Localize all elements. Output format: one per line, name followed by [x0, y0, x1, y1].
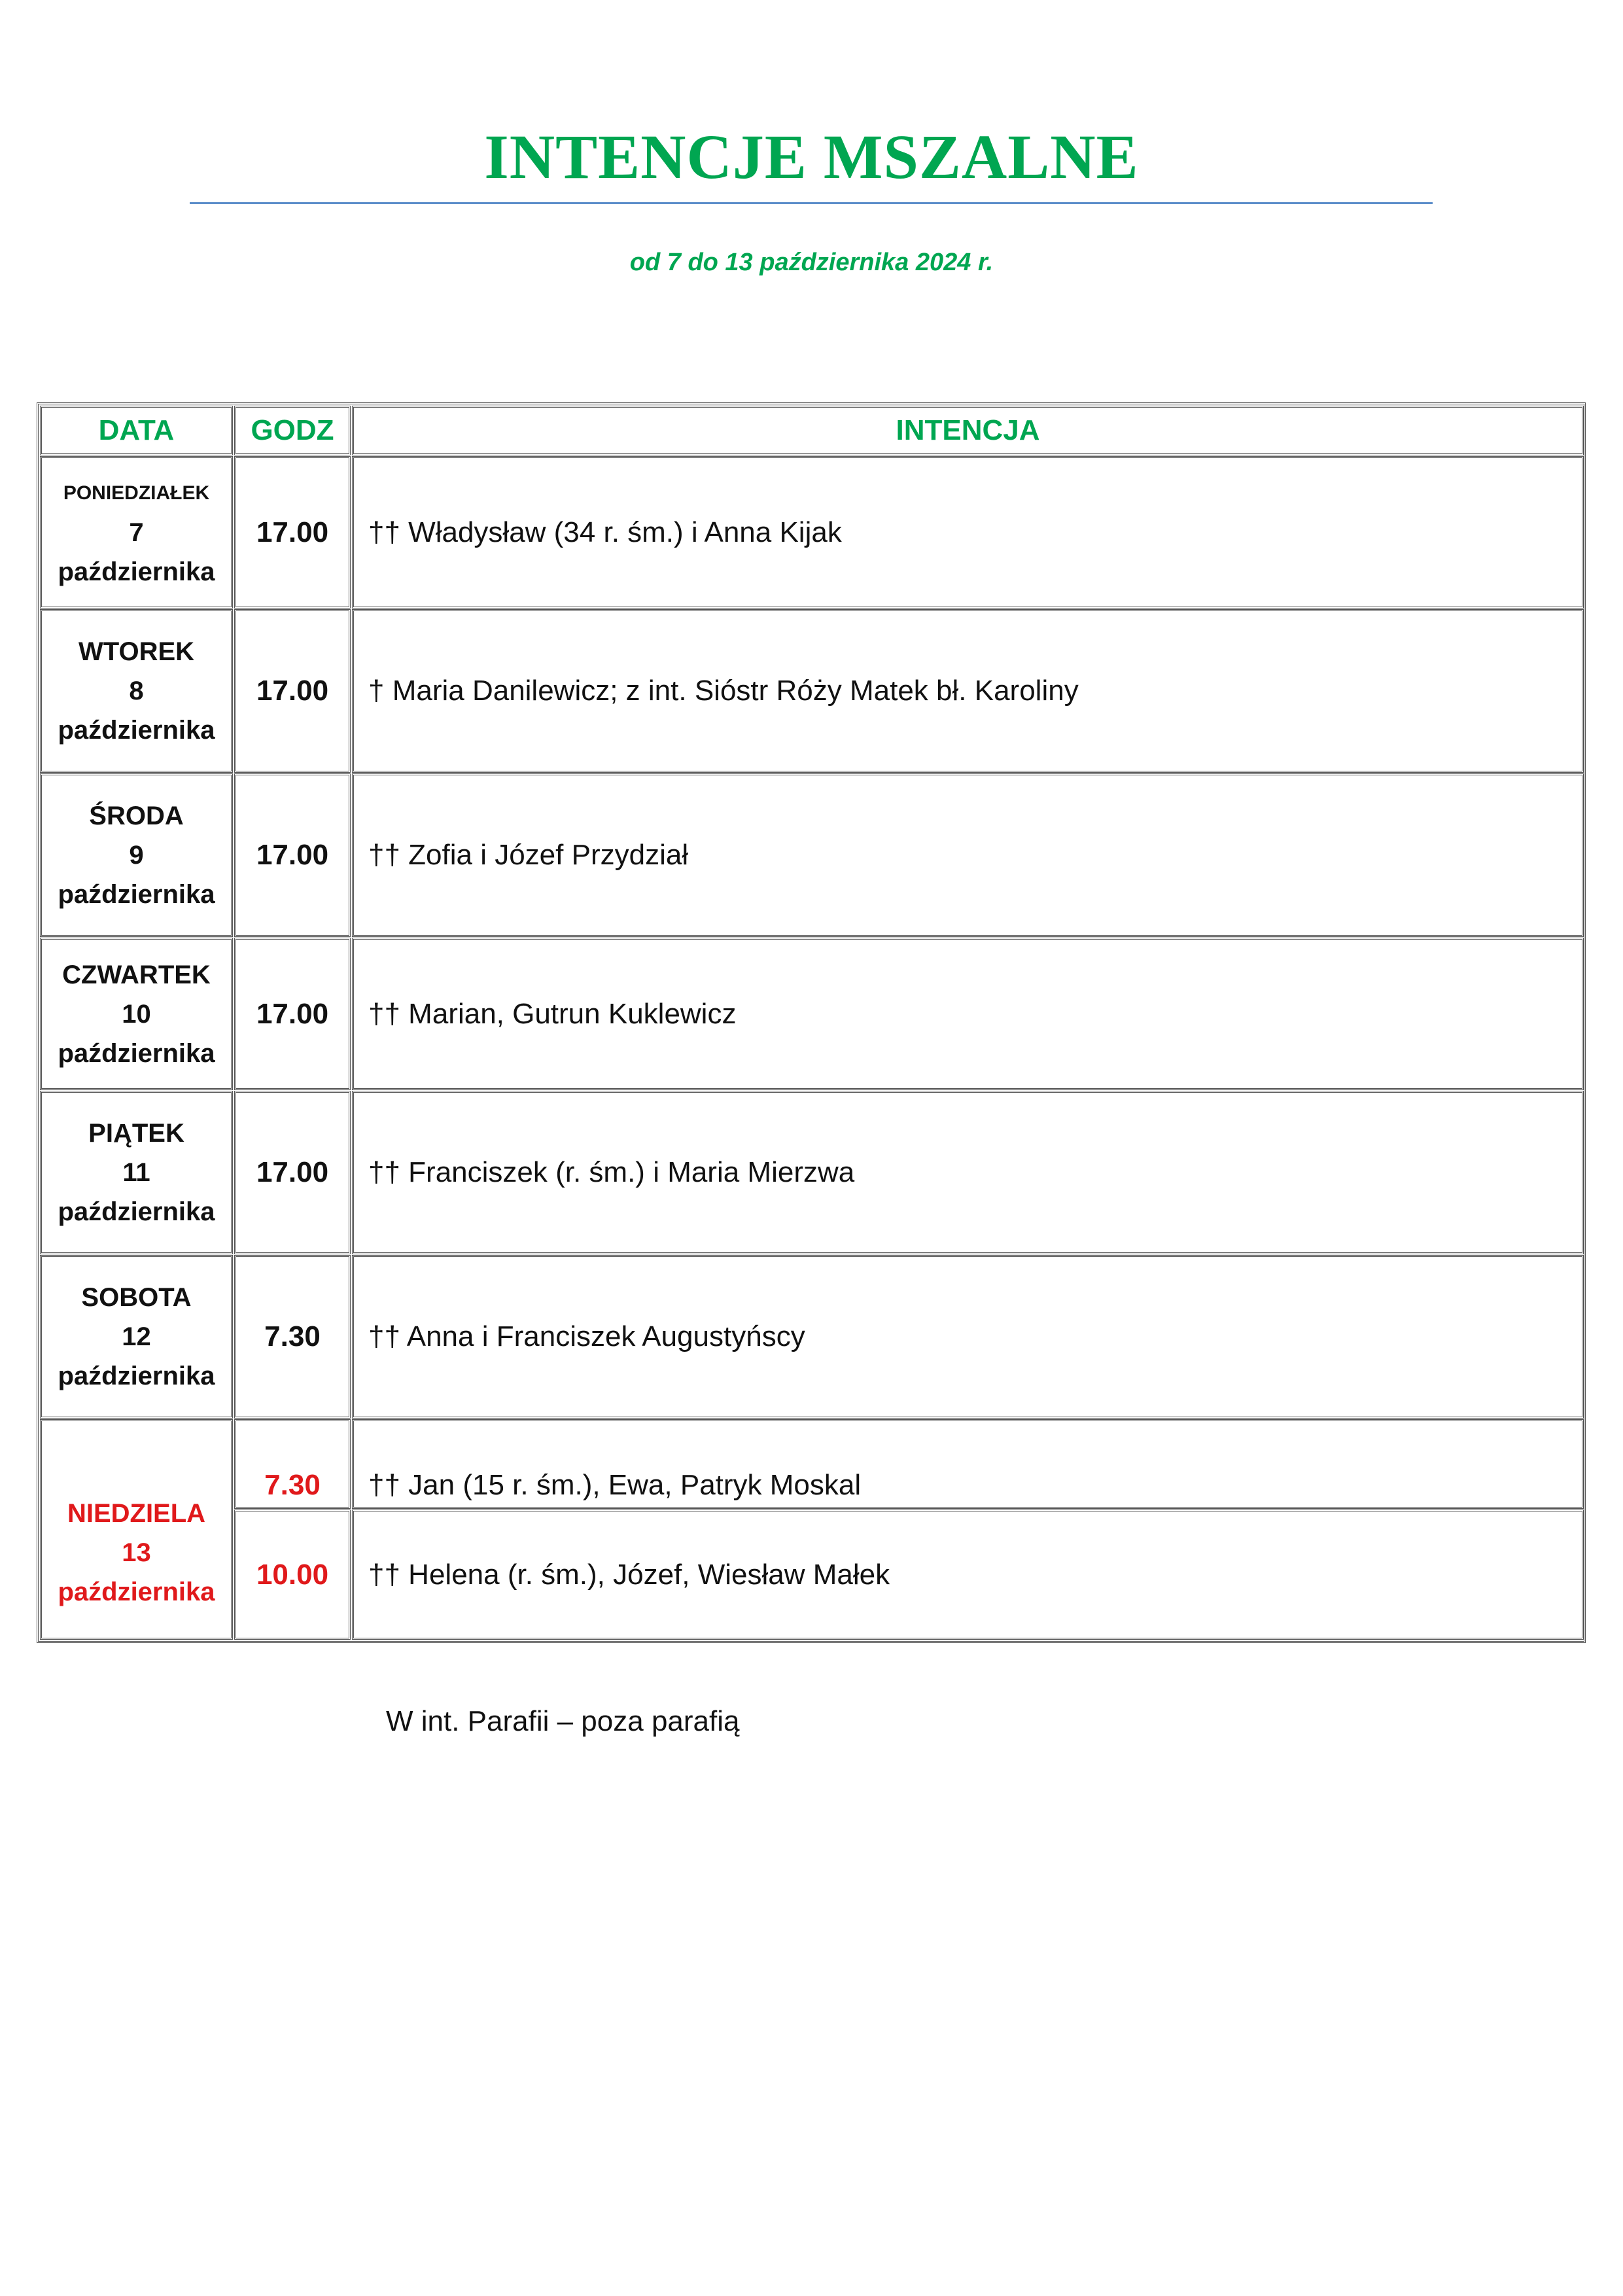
intention-cell-monday: [352, 456, 1584, 609]
title-divider: [190, 202, 1433, 204]
day-number: 11: [122, 1158, 150, 1187]
intention-text: † Maria Danilewicz; z int. Sióstr Róży Matek bł. Karoliny: [368, 675, 1079, 707]
day-name: ŚRODA: [89, 802, 184, 830]
date-cell-saturday: [40, 1255, 233, 1419]
header-intention: [352, 406, 1584, 455]
mass-time: 17.00: [256, 1156, 329, 1188]
month-name: października: [58, 1362, 215, 1390]
month-name: października: [58, 557, 215, 586]
month-name: października: [58, 1577, 215, 1606]
date-cell-friday: [40, 1091, 233, 1254]
page-title: INTENCJE MSZALNE: [484, 122, 1139, 192]
mass-time: 17.00: [256, 516, 329, 548]
day-name: PIĄTEK: [88, 1119, 184, 1148]
intention-cell-sunday-1: [352, 1419, 1584, 1509]
intention-text: †† Zofia i Józef Przydział: [368, 839, 689, 871]
day-number: 9: [129, 841, 144, 870]
time-cell-tuesday: [234, 609, 351, 773]
date-cell-wednesday: [40, 773, 233, 937]
intention-cell-tuesday: [352, 609, 1584, 773]
intention-cell-sunday-2: [352, 1510, 1584, 1640]
intention-cell-friday: [352, 1091, 1584, 1254]
day-number: 10: [122, 999, 151, 1029]
header-date-label: DATA: [98, 414, 175, 446]
mass-time: 17.00: [256, 675, 329, 707]
day-name: NIEDZIELA: [67, 1498, 206, 1528]
date-cell-thursday: [40, 938, 233, 1090]
intention-cell-wednesday: [352, 773, 1584, 937]
footnote: W int. Parafii – poza parafią: [386, 1705, 740, 1737]
time-cell-monday: [234, 456, 351, 609]
month-name: października: [58, 716, 215, 745]
day-number: 12: [122, 1322, 151, 1351]
day-name: SOBOTA: [81, 1283, 192, 1312]
intention-text: †† Marian, Gutrun Kuklewicz: [368, 997, 737, 1030]
intention-text: †† Władysław (34 r. śm.) i Anna Kijak: [368, 516, 842, 548]
month-name: października: [58, 880, 215, 909]
day-name: CZWARTEK: [62, 960, 211, 989]
mass-time: 17.00: [256, 997, 329, 1030]
intention-text: †† Anna i Franciszek Augustyńscy: [368, 1320, 805, 1352]
mass-time: 7.30: [264, 1469, 321, 1501]
time-cell-sunday-2: [234, 1510, 351, 1640]
day-name: WTOREK: [78, 637, 195, 666]
mass-intentions-table: [37, 402, 1586, 1643]
header-time-label: GODZ: [251, 414, 334, 446]
date-cell-monday: [40, 456, 233, 609]
mass-time: 10.00: [256, 1558, 329, 1591]
day-number: 8: [129, 677, 144, 705]
header-intention-label: INTENCJA: [896, 414, 1040, 446]
month-name: października: [58, 1038, 215, 1068]
header-time: [234, 406, 351, 455]
day-number: 13: [122, 1538, 151, 1567]
date-range-subtitle: od 7 do 13 października 2024 r.: [629, 249, 994, 276]
intention-text: †† Franciszek (r. śm.) i Maria Mierzwa: [368, 1156, 855, 1188]
time-cell-thursday: [234, 938, 351, 1090]
mass-time: 7.30: [264, 1320, 321, 1352]
intention-text: †† Helena (r. śm.), Józef, Wiesław Małek: [368, 1558, 890, 1591]
time-cell-wednesday: [234, 773, 351, 937]
date-cell-tuesday: [40, 609, 233, 773]
intention-cell-saturday: [352, 1255, 1584, 1419]
header-date: [40, 406, 233, 455]
day-name: PONIEDZIAŁEK: [63, 482, 210, 504]
time-cell-sunday-1: [234, 1419, 351, 1509]
time-cell-saturday: [234, 1255, 351, 1419]
date-cell-sunday: [40, 1419, 233, 1640]
intention-cell-thursday: [352, 938, 1584, 1090]
mass-time: 17.00: [256, 839, 329, 871]
time-cell-friday: [234, 1091, 351, 1254]
day-number: 7: [129, 518, 144, 547]
intention-text: †† Jan (15 r. śm.), Ewa, Patryk Moskal: [368, 1469, 862, 1501]
month-name: października: [58, 1197, 215, 1226]
